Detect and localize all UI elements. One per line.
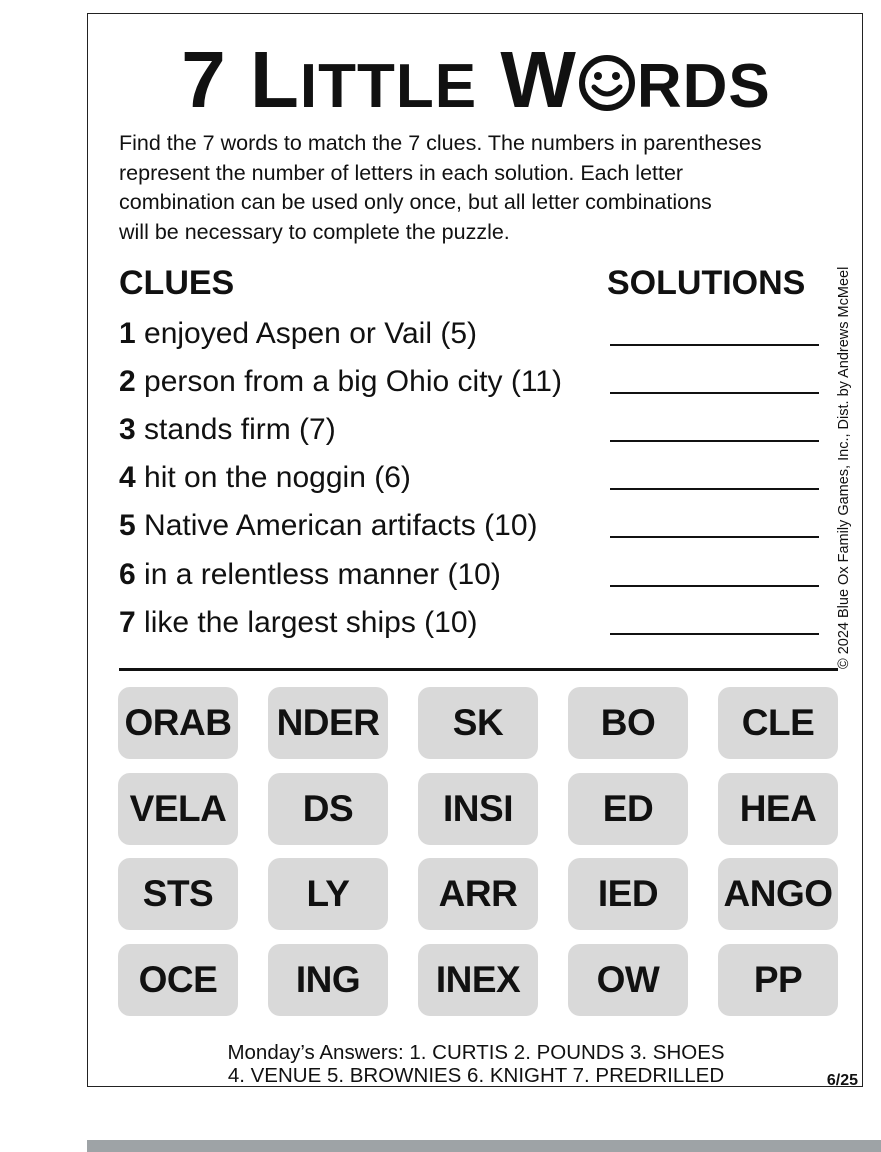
letter-tile[interactable]: OCE [118, 944, 238, 1016]
letter-tile[interactable]: CLE [718, 687, 838, 759]
letter-tile[interactable]: IED [568, 858, 688, 930]
solution-blank-2[interactable] [610, 392, 819, 394]
letter-tile[interactable]: OW [568, 944, 688, 1016]
clue-row-5 [119, 506, 821, 546]
clue-text: hit on the noggin (6) [135, 461, 411, 494]
letter-tile[interactable]: SK [418, 687, 538, 759]
clue-row-1 [119, 314, 821, 354]
letter-tile[interactable]: LY [268, 858, 388, 930]
solution-blank-7[interactable] [610, 633, 819, 635]
clue-text: in a relentless manner (10) [135, 558, 501, 591]
title-seven: 7 [181, 35, 227, 124]
clue-row-6 [119, 555, 821, 595]
solution-blank-4[interactable] [610, 488, 819, 490]
clue-number: 4 [119, 461, 136, 494]
solution-blank-6[interactable] [610, 585, 819, 587]
previous-answers [88, 1041, 864, 1087]
solutions-heading: SOLUTIONS [607, 264, 806, 302]
letter-tile[interactable]: ANGO [718, 858, 838, 930]
clue-number: 3 [119, 413, 136, 446]
puzzle-title [88, 35, 864, 127]
instructions-line: represent the number of letters in each solution. Each letter [119, 160, 684, 185]
instructions [119, 129, 844, 247]
puzzle-panel [87, 13, 863, 1087]
solution-blank-3[interactable] [610, 440, 819, 442]
title-words-rest: RDS [636, 52, 771, 121]
section-divider [119, 668, 838, 671]
title-little-rest: ITTLE [299, 52, 478, 121]
clue-number: 6 [119, 558, 136, 591]
clue-number: 1 [119, 317, 136, 350]
letter-tile[interactable]: INEX [418, 944, 538, 1016]
solution-blank-1[interactable] [610, 344, 819, 346]
instructions-line: will be necessary to complete the puzzle. [119, 219, 510, 244]
letter-tile[interactable]: STS [118, 858, 238, 930]
clue-number: 2 [119, 365, 136, 398]
answers-line: Monday’s Answers: 1. CURTIS 2. POUNDS 3. SHOES [227, 1041, 725, 1064]
clue-row-2 [119, 362, 821, 402]
letter-tile[interactable]: HEA [718, 773, 838, 845]
clue-text: enjoyed Aspen or Vail (5) [135, 317, 477, 350]
letter-tile[interactable]: ED [568, 773, 688, 845]
clue-text: like the largest ships (10) [135, 606, 478, 639]
date-code: 6/25 [826, 1072, 858, 1089]
letter-tile[interactable]: NDER [268, 687, 388, 759]
letter-tile[interactable]: ARR [418, 858, 538, 930]
clue-text: Native American artifacts (10) [135, 509, 538, 542]
clue-text: person from a big Ohio city (11) [135, 365, 562, 398]
instructions-line: Find the 7 words to match the 7 clues. The numbers in parentheses [119, 131, 762, 155]
clue-text: stands firm (7) [135, 413, 336, 446]
title-words-initial: W [500, 35, 577, 124]
clue-number: 5 [119, 509, 136, 542]
bottom-bar [87, 1140, 881, 1152]
clue-row-3 [119, 410, 821, 450]
letter-tile[interactable]: ORAB [118, 687, 238, 759]
letter-tile[interactable]: PP [718, 944, 838, 1016]
clues-heading: CLUES [119, 264, 235, 302]
title-little-initial: L [250, 35, 300, 124]
copyright-notice: © 2024 Blue Ox Family Games, Inc., Dist. by Andrews McMeel [836, 266, 852, 669]
clue-number: 7 [119, 606, 136, 639]
letter-tile[interactable]: VELA [118, 773, 238, 845]
clue-row-4 [119, 458, 821, 498]
letter-tile[interactable]: BO [568, 687, 688, 759]
clue-row-7 [119, 603, 821, 643]
smiley-face-icon [577, 53, 637, 113]
solution-blank-5[interactable] [610, 536, 819, 538]
letter-tile[interactable]: INSI [418, 773, 538, 845]
answers-line: 4. VENUE 5. BROWNIES 6. KNIGHT 7. PREDRILLED [227, 1064, 725, 1087]
letter-tile-grid [118, 687, 840, 1017]
instructions-line: combination can be used only once, but all letter combinations [119, 190, 712, 214]
letter-tile[interactable]: DS [268, 773, 388, 845]
letter-tile[interactable]: ING [268, 944, 388, 1016]
